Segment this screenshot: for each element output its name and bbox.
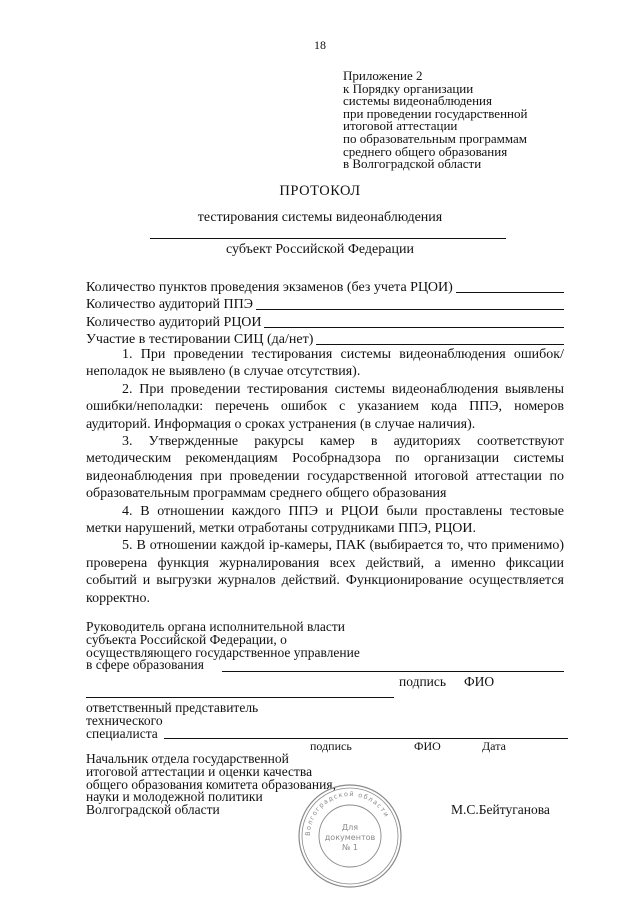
tech-signature-line (164, 738, 568, 739)
fill-line (256, 309, 564, 310)
items-block (86, 346, 564, 607)
annex-line: в Волгоградской области (343, 156, 482, 172)
official-stamp (296, 782, 404, 890)
tech-top-line (86, 697, 394, 698)
stamp-ring-text: Волгоградской области (303, 789, 392, 837)
fill-line (264, 327, 564, 328)
field-exam-points (86, 278, 564, 296)
head-signature-block (86, 621, 360, 672)
tech-line: ответственный представитель (86, 700, 259, 715)
field-ppe-rooms (86, 296, 564, 314)
item-paragraph: 2. При проведении тестирования системы видеонаблюдения выявлены ошибки/неполадки: перечень ошибок с указанием кода ППЭ, номеров аудиторий. Информация о сроках устранения (в случае наличия). (86, 381, 564, 432)
stamp-seal-icon (296, 782, 404, 890)
document-subtitle: тестирования системы видеонаблюдения (197, 210, 443, 225)
annex-line: итоговой аттестации (343, 118, 458, 134)
chief-line: Волгоградской области (86, 802, 220, 818)
page-number: 18 (314, 38, 326, 52)
tech-signature-block (86, 702, 258, 740)
head-caption-sign: подпись (399, 674, 447, 689)
head-line: субъекта Российской Федерации, о (86, 631, 287, 647)
fields-block (86, 278, 564, 348)
head-caption-fio: ФИО (464, 674, 495, 689)
chief-name: М.С.Бейтуганова (451, 802, 550, 817)
tech-caption-sign: подпись (310, 739, 352, 753)
subject-fill-line (150, 238, 506, 239)
item-paragraph: 1. При проведении тестирования системы видеонаблюдения ошибок/неполадок не выявлено (в случае отсутствия). (86, 347, 564, 380)
stamp-text-3: № 1 (342, 843, 358, 852)
field-label: Количество пунктов проведения экзаменов (без учета РЦОИ) (86, 279, 453, 295)
stamp-text-1: Для (341, 823, 359, 832)
chief-line: общего образования комитета образования, (86, 776, 336, 792)
chief-line: итоговой аттестации и оценки качества (86, 763, 313, 779)
annex-line: среднего общего образования (343, 143, 508, 159)
annex-block (343, 70, 527, 171)
fill-line (456, 292, 564, 293)
head-signature-line (222, 671, 564, 672)
document-title: ПРОТОКОЛ (279, 183, 361, 199)
tech-line: технического (86, 712, 163, 728)
subject-caption: субъект Российской Федерации (226, 242, 414, 257)
head-line: в сфере образования (86, 657, 204, 673)
tech-caption-fio: ФИО (414, 739, 441, 753)
tech-caption-date: Дата (482, 739, 506, 753)
chief-line: Начальник отдела государственной (86, 751, 289, 766)
field-label: Количество аудиторий РЦОИ (86, 314, 262, 330)
annex-line: Приложение 2 (343, 68, 423, 83)
annex-line: при проведении государственной (343, 105, 528, 121)
field-label: Участие в тестировании СИЦ (да/нет) (86, 332, 314, 347)
tech-line: специалиста (86, 725, 158, 741)
chief-line: науки и молодежной политики (86, 789, 263, 805)
field-rcoi-rooms (86, 313, 564, 331)
annex-line: по образовательным программам (343, 130, 528, 146)
head-line: осуществляющего государственное управление (86, 644, 360, 660)
item-paragraph: 3. Утвержденные ракурсы камер в аудиториях соответствуют методическим рекомендациям Рособрнадзора по организации системы видеонаблюдения при проведении государственной итоговой аттестации по образовательным программам среднего общего образования (86, 434, 564, 502)
head-line: Руководитель органа исполнительной власти (86, 619, 345, 634)
item-paragraph: 5. В отношении каждой ip-камеры, ПАК (выбирается то, что применимо) проверена функция журналирования всех действий, а именно фиксации событий и выгрузки журналов действий. Функционирование осуществляется корректно. (86, 538, 564, 606)
item-paragraph: 4. В отношении каждого ППЭ и РЦОИ были проставлены тестовые метки нарушений, метки отработаны сотрудниками ППЭ, РЦОИ. (86, 503, 564, 537)
fill-line (316, 344, 564, 345)
stamp-text-2: документов (324, 833, 376, 842)
field-label: Количество аудиторий ППЭ (86, 297, 254, 312)
annex-line: системы видеонаблюдения (343, 93, 492, 109)
annex-line: к Порядку организации (343, 80, 474, 96)
